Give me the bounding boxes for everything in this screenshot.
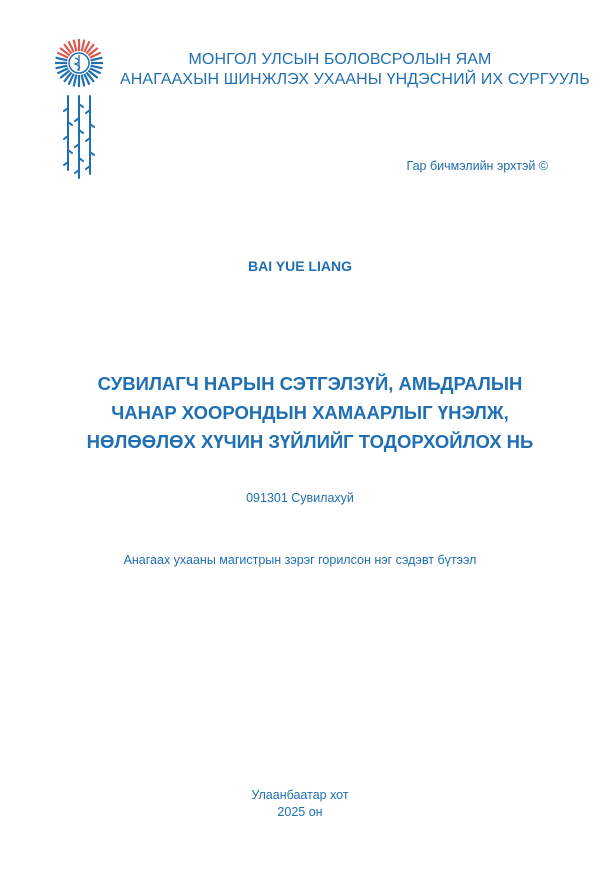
institution-header — [120, 50, 590, 90]
emblem-ray — [74, 40, 77, 52]
university-emblem-icon — [44, 38, 114, 188]
emblem-ray — [82, 40, 85, 52]
title-line-2: ЧАНАР ХООРОНДЫН ХАМААРЛЫГ ҮНЭЛЖ, — [111, 402, 509, 423]
author-name: BAI YUE LIANG — [248, 258, 352, 274]
mongolian-script-mark — [64, 96, 94, 178]
emblem-ray — [82, 75, 85, 87]
program-code: 091301 Сувилахуй — [246, 491, 354, 505]
thesis-title — [40, 369, 580, 456]
city: Улаанбаатар хот — [251, 788, 349, 802]
degree-statement: Анагаах ухааны магистрын зэрэг горилсон нэг сэдэвт бүтээл — [123, 553, 477, 567]
copyright-notice: Гар бичмэлийн эрхтэй © — [406, 159, 548, 173]
emblem-ray — [56, 66, 68, 69]
year: 2025 он — [277, 805, 323, 819]
title-line-3: НӨЛӨӨЛӨХ ХҮЧИН ЗҮЙЛИЙГ ТОДОРХОЙЛОХ НЬ — [86, 431, 534, 452]
emblem-ray — [74, 75, 77, 87]
emblem-ray — [91, 58, 103, 61]
university-name: АНАГААХЫН ШИНЖЛЭХ УХААНЫ ҮНДЭСНИЙ ИХ СУРГУУЛЬ — [120, 71, 590, 88]
emblem-ray — [91, 66, 103, 69]
ministry-name: МОНГОЛ УЛСЫН БОЛОВСРОЛЫН ЯАМ — [188, 51, 492, 68]
place-and-year — [0, 787, 600, 821]
title-line-1: СУВИЛАГЧ НАРЫН СЭТГЭЛЗҮЙ, АМЬДРАЛЫН — [97, 373, 523, 394]
emblem-ray — [56, 58, 68, 61]
